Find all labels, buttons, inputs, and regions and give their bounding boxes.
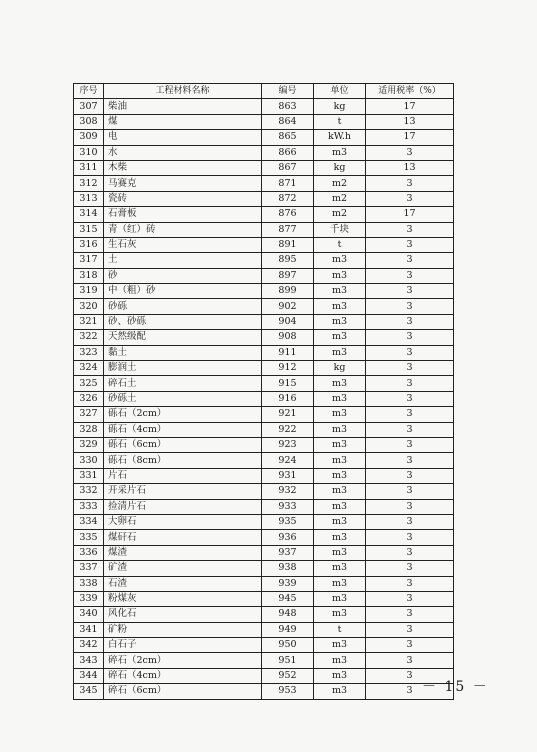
cell-unit: m3 — [314, 391, 366, 406]
cell-material-name: 煤 — [104, 114, 262, 129]
header-seq: 序号 — [74, 84, 104, 99]
cell-seq: 325 — [74, 376, 104, 391]
cell-unit: m3 — [314, 499, 366, 514]
cell-unit: m3 — [314, 330, 366, 345]
table-header-row — [74, 84, 454, 99]
cell-code: 936 — [262, 530, 314, 545]
cell-tax-rate: 3 — [366, 299, 454, 314]
cell-tax-rate: 17 — [366, 207, 454, 222]
cell-material-name: 石膏板 — [104, 207, 262, 222]
cell-code: 948 — [262, 607, 314, 622]
cell-code: 938 — [262, 561, 314, 576]
cell-tax-rate: 3 — [366, 514, 454, 529]
table-row — [74, 145, 454, 160]
table-row — [74, 191, 454, 206]
cell-unit: m3 — [314, 376, 366, 391]
cell-material-name: 砾石（2cm） — [104, 407, 262, 422]
table-row — [74, 361, 454, 376]
cell-unit: kW.h — [314, 130, 366, 145]
cell-code: 865 — [262, 130, 314, 145]
cell-material-name: 瓷砖 — [104, 191, 262, 206]
cell-tax-rate: 3 — [366, 237, 454, 252]
cell-tax-rate: 3 — [366, 253, 454, 268]
header-unit: 单位 — [314, 84, 366, 99]
cell-seq: 314 — [74, 207, 104, 222]
cell-tax-rate: 3 — [366, 145, 454, 160]
cell-unit: m3 — [314, 684, 366, 699]
cell-seq: 331 — [74, 468, 104, 483]
header-code: 编号 — [262, 84, 314, 99]
table-row — [74, 253, 454, 268]
table-row — [74, 514, 454, 529]
cell-code: 950 — [262, 638, 314, 653]
cell-tax-rate: 3 — [366, 576, 454, 591]
cell-unit: m2 — [314, 207, 366, 222]
cell-unit: m3 — [314, 514, 366, 529]
cell-material-name: 黏土 — [104, 345, 262, 360]
cell-unit: m3 — [314, 437, 366, 452]
table-row — [74, 268, 454, 283]
cell-seq: 319 — [74, 284, 104, 299]
cell-unit: m3 — [314, 145, 366, 160]
table-row — [74, 207, 454, 222]
cell-seq: 323 — [74, 345, 104, 360]
cell-material-name: 砾石（8cm） — [104, 453, 262, 468]
table-row — [74, 653, 454, 668]
cell-code: 866 — [262, 145, 314, 160]
cell-unit: m3 — [314, 576, 366, 591]
cell-tax-rate: 3 — [366, 484, 454, 499]
cell-material-name: 石渣 — [104, 576, 262, 591]
cell-unit: kg — [314, 160, 366, 175]
cell-code: 924 — [262, 453, 314, 468]
cell-material-name: 土 — [104, 253, 262, 268]
table-row — [74, 345, 454, 360]
cell-seq: 307 — [74, 99, 104, 114]
cell-unit: m3 — [314, 484, 366, 499]
cell-tax-rate: 3 — [366, 453, 454, 468]
cell-material-name: 膨润土 — [104, 361, 262, 376]
cell-material-name: 水 — [104, 145, 262, 160]
cell-material-name: 风化石 — [104, 607, 262, 622]
header-tax-rate: 适用税率（%） — [366, 84, 454, 99]
cell-tax-rate: 17 — [366, 99, 454, 114]
cell-code: 921 — [262, 407, 314, 422]
cell-tax-rate: 3 — [366, 530, 454, 545]
cell-code: 932 — [262, 484, 314, 499]
table-row — [74, 437, 454, 452]
cell-code: 872 — [262, 191, 314, 206]
cell-tax-rate: 3 — [366, 638, 454, 653]
cell-code: 864 — [262, 114, 314, 129]
cell-tax-rate: 3 — [366, 468, 454, 483]
cell-code: 899 — [262, 284, 314, 299]
cell-seq: 341 — [74, 622, 104, 637]
cell-seq: 342 — [74, 638, 104, 653]
cell-seq: 337 — [74, 561, 104, 576]
cell-material-name: 砂、砂砾 — [104, 314, 262, 329]
cell-material-name: 青（红）砖 — [104, 222, 262, 237]
table-row — [74, 561, 454, 576]
cell-seq: 317 — [74, 253, 104, 268]
page-number: － 15 － — [422, 679, 489, 695]
table-header — [74, 84, 454, 99]
cell-code: 904 — [262, 314, 314, 329]
table-row — [74, 130, 454, 145]
table-row — [74, 314, 454, 329]
cell-unit: m3 — [314, 268, 366, 283]
cell-unit: m2 — [314, 176, 366, 191]
cell-material-name: 煤渣 — [104, 545, 262, 560]
cell-material-name: 中（粗）砂 — [104, 284, 262, 299]
cell-seq: 329 — [74, 437, 104, 452]
cell-unit: m3 — [314, 345, 366, 360]
cell-tax-rate: 3 — [366, 222, 454, 237]
cell-material-name: 柴油 — [104, 99, 262, 114]
cell-material-name: 砾石（6cm） — [104, 437, 262, 452]
cell-tax-rate: 3 — [366, 361, 454, 376]
cell-tax-rate: 3 — [366, 668, 454, 683]
cell-material-name: 木柴 — [104, 160, 262, 175]
cell-tax-rate: 3 — [366, 684, 454, 699]
cell-material-name: 煤矸石 — [104, 530, 262, 545]
table-row — [74, 622, 454, 637]
cell-code: 902 — [262, 299, 314, 314]
cell-code: 923 — [262, 437, 314, 452]
cell-seq: 333 — [74, 499, 104, 514]
cell-tax-rate: 3 — [366, 591, 454, 606]
cell-code: 867 — [262, 160, 314, 175]
cell-material-name: 大卵石 — [104, 514, 262, 529]
cell-code: 935 — [262, 514, 314, 529]
cell-seq: 327 — [74, 407, 104, 422]
cell-unit: m3 — [314, 545, 366, 560]
cell-tax-rate: 3 — [366, 314, 454, 329]
cell-code: 945 — [262, 591, 314, 606]
cell-tax-rate: 3 — [366, 653, 454, 668]
table-row — [74, 237, 454, 252]
table-row — [74, 114, 454, 129]
cell-material-name: 捡清片石 — [104, 499, 262, 514]
table-row — [74, 407, 454, 422]
cell-material-name: 生石灰 — [104, 237, 262, 252]
cell-code: 939 — [262, 576, 314, 591]
table-row — [74, 484, 454, 499]
table-body — [74, 99, 454, 699]
cell-unit: t — [314, 237, 366, 252]
cell-unit: m3 — [314, 668, 366, 683]
cell-material-name: 电 — [104, 130, 262, 145]
cell-tax-rate: 13 — [366, 160, 454, 175]
cell-tax-rate: 3 — [366, 284, 454, 299]
cell-material-name: 碎石（2cm） — [104, 653, 262, 668]
cell-tax-rate: 3 — [366, 176, 454, 191]
table-row — [74, 545, 454, 560]
cell-unit: m3 — [314, 314, 366, 329]
cell-tax-rate: 3 — [366, 330, 454, 345]
table-row — [74, 299, 454, 314]
cell-tax-rate: 3 — [366, 345, 454, 360]
cell-seq: 316 — [74, 237, 104, 252]
table-row — [74, 422, 454, 437]
cell-seq: 309 — [74, 130, 104, 145]
cell-tax-rate: 3 — [366, 437, 454, 452]
cell-code: 863 — [262, 99, 314, 114]
cell-seq: 344 — [74, 668, 104, 683]
header-material-name: 工程材料名称 — [104, 84, 262, 99]
cell-tax-rate: 17 — [366, 130, 454, 145]
cell-seq: 338 — [74, 576, 104, 591]
cell-code: 895 — [262, 253, 314, 268]
cell-unit: kg — [314, 361, 366, 376]
cell-seq: 320 — [74, 299, 104, 314]
cell-material-name: 马赛克 — [104, 176, 262, 191]
table-row — [74, 591, 454, 606]
cell-unit: m3 — [314, 284, 366, 299]
cell-tax-rate: 3 — [366, 191, 454, 206]
cell-seq: 311 — [74, 160, 104, 175]
cell-seq: 321 — [74, 314, 104, 329]
cell-tax-rate: 13 — [366, 114, 454, 129]
cell-code: 949 — [262, 622, 314, 637]
cell-code: 951 — [262, 653, 314, 668]
cell-unit: m3 — [314, 468, 366, 483]
cell-material-name: 片石 — [104, 468, 262, 483]
table-row — [74, 453, 454, 468]
cell-code: 922 — [262, 422, 314, 437]
cell-material-name: 砂砾土 — [104, 391, 262, 406]
cell-seq: 336 — [74, 545, 104, 560]
table-row — [74, 284, 454, 299]
table-row — [74, 376, 454, 391]
cell-seq: 332 — [74, 484, 104, 499]
cell-tax-rate: 3 — [366, 561, 454, 576]
table-row — [74, 530, 454, 545]
cell-unit: m2 — [314, 191, 366, 206]
cell-seq: 335 — [74, 530, 104, 545]
cell-material-name: 白石子 — [104, 638, 262, 653]
cell-material-name: 天然级配 — [104, 330, 262, 345]
cell-unit: 千块 — [314, 222, 366, 237]
cell-unit: m3 — [314, 422, 366, 437]
cell-seq: 318 — [74, 268, 104, 283]
cell-material-name: 碎石土 — [104, 376, 262, 391]
cell-material-name: 粉煤灰 — [104, 591, 262, 606]
cell-code: 912 — [262, 361, 314, 376]
cell-unit: m3 — [314, 653, 366, 668]
cell-seq: 345 — [74, 684, 104, 699]
cell-tax-rate: 3 — [366, 607, 454, 622]
cell-seq: 343 — [74, 653, 104, 668]
cell-unit: t — [314, 114, 366, 129]
cell-code: 916 — [262, 391, 314, 406]
cell-code: 953 — [262, 684, 314, 699]
cell-code: 915 — [262, 376, 314, 391]
table-row — [74, 499, 454, 514]
table-row — [74, 330, 454, 345]
cell-unit: m3 — [314, 453, 366, 468]
cell-code: 908 — [262, 330, 314, 345]
cell-material-name: 砂砾 — [104, 299, 262, 314]
cell-tax-rate: 3 — [366, 545, 454, 560]
cell-seq: 326 — [74, 391, 104, 406]
cell-seq: 324 — [74, 361, 104, 376]
cell-code: 871 — [262, 176, 314, 191]
material-tax-rate-table — [73, 83, 454, 700]
table-row — [74, 222, 454, 237]
cell-tax-rate: 3 — [366, 268, 454, 283]
cell-material-name: 砾石（4cm） — [104, 422, 262, 437]
cell-code: 933 — [262, 499, 314, 514]
cell-material-name: 砂 — [104, 268, 262, 283]
cell-code: 891 — [262, 237, 314, 252]
cell-seq: 322 — [74, 330, 104, 345]
cell-seq: 339 — [74, 591, 104, 606]
cell-tax-rate: 3 — [366, 376, 454, 391]
cell-code: 952 — [262, 668, 314, 683]
cell-material-name: 碎石（4cm） — [104, 668, 262, 683]
cell-seq: 340 — [74, 607, 104, 622]
cell-unit: m3 — [314, 591, 366, 606]
cell-code: 937 — [262, 545, 314, 560]
table-row — [74, 391, 454, 406]
cell-tax-rate: 3 — [366, 499, 454, 514]
cell-seq: 330 — [74, 453, 104, 468]
cell-unit: kg — [314, 99, 366, 114]
table-row — [74, 607, 454, 622]
table-row — [74, 576, 454, 591]
cell-code: 897 — [262, 268, 314, 283]
cell-tax-rate: 3 — [366, 622, 454, 637]
cell-unit: m3 — [314, 561, 366, 576]
cell-unit: m3 — [314, 407, 366, 422]
cell-material-name: 矿渣 — [104, 561, 262, 576]
cell-unit: m3 — [314, 530, 366, 545]
cell-seq: 328 — [74, 422, 104, 437]
cell-seq: 308 — [74, 114, 104, 129]
cell-code: 931 — [262, 468, 314, 483]
cell-tax-rate: 3 — [366, 391, 454, 406]
cell-seq: 312 — [74, 176, 104, 191]
cell-tax-rate: 3 — [366, 422, 454, 437]
cell-unit: m3 — [314, 299, 366, 314]
cell-unit: m3 — [314, 253, 366, 268]
table-row — [74, 668, 454, 683]
cell-code: 876 — [262, 207, 314, 222]
table-row — [74, 638, 454, 653]
table-row — [74, 99, 454, 114]
table-row — [74, 684, 454, 699]
cell-code: 911 — [262, 345, 314, 360]
cell-unit: t — [314, 622, 366, 637]
cell-tax-rate: 3 — [366, 407, 454, 422]
cell-code: 877 — [262, 222, 314, 237]
cell-seq: 315 — [74, 222, 104, 237]
cell-seq: 334 — [74, 514, 104, 529]
cell-unit: m3 — [314, 638, 366, 653]
cell-unit: m3 — [314, 607, 366, 622]
table-row — [74, 160, 454, 175]
cell-material-name: 开采片石 — [104, 484, 262, 499]
cell-seq: 313 — [74, 191, 104, 206]
cell-seq: 310 — [74, 145, 104, 160]
cell-material-name: 矿粉 — [104, 622, 262, 637]
cell-material-name: 碎石（6cm） — [104, 684, 262, 699]
table-row — [74, 468, 454, 483]
table-row — [74, 176, 454, 191]
